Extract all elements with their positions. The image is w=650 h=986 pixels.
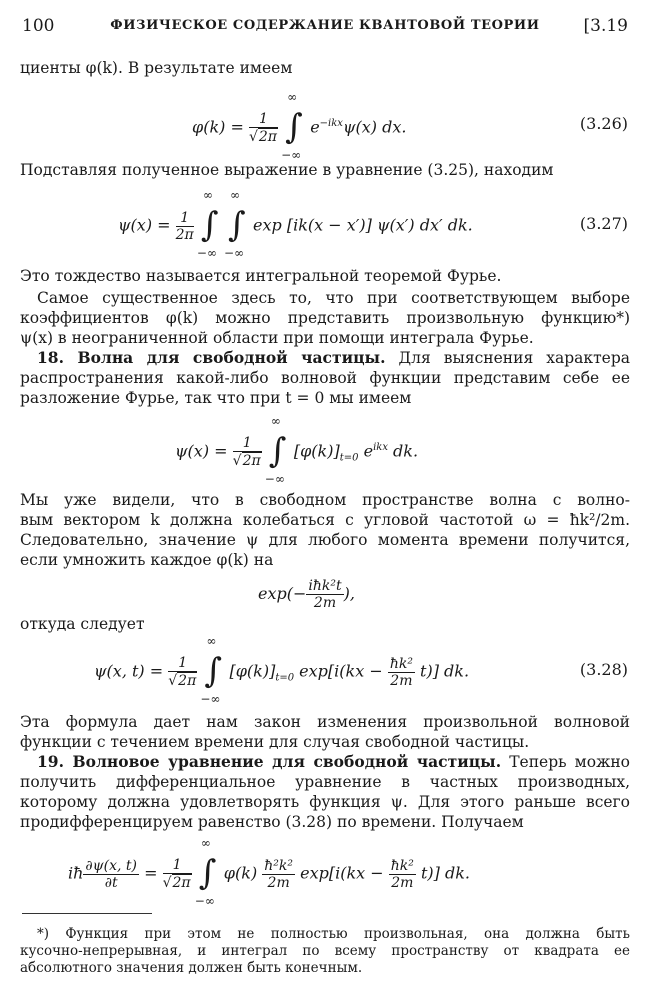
equation-3-26: φ(k) = $\frac{1}{√2\pi}$ ∞ ∫ −∞ $e^{-ikx}\psi(x)$ dx. (3.26) (192, 90, 628, 162)
section-marker: [3.19 (583, 16, 628, 36)
eq-lhs: φ(k) = (192, 117, 249, 137)
running-title: ФИЗИЧЕСКОЕ СОДЕРЖАНИЕ КВАНТОВОЙ ТЕОРИИ (110, 18, 540, 33)
eq-fraction: $\frac{\partial\psi(x, t)}{\partial t}$ (85, 857, 137, 891)
footnote-rule (22, 913, 152, 914)
text-line: продифференцируем равенство (3.28) по времени. Получаем (20, 813, 524, 831)
integral-sign: ∞ ∫ −∞ (200, 634, 223, 706)
equation-number: (3.27) (579, 214, 628, 233)
equation-number: (3.26) (579, 114, 628, 133)
running-header (22, 16, 628, 38)
integral-sign: ∞ ∫ −∞ (194, 836, 217, 908)
page-number: 100 (22, 16, 55, 36)
equation-3-27 (0, 188, 650, 260)
text-line: разложение Фурье, так что при t = 0 мы имеем (20, 389, 412, 407)
integral-sign: ∞ ∫ −∞ (264, 414, 287, 486)
text-line: ψ(x) в неограниченной области при помощи интеграла Фурье. (20, 329, 534, 347)
text-line: Эта формула дает нам закон изменения произвольной волновой (20, 713, 630, 731)
text-line: Подставляя полученное выражение в уравнение (3.25), находим (20, 161, 554, 179)
text-line: циенты φ(k). В результате имеем (20, 59, 293, 77)
eq-body: [φ(k)] (229, 661, 276, 681)
eq-fraction: $\frac{1}{√2\pi}$ (232, 435, 261, 469)
text-line: коэффициентов φ(k) можно представить произвольную функцию*) (20, 309, 630, 327)
eq-body: [φ(k)] (293, 441, 340, 461)
footnote-line: *) Функция при этом не полностью произвольная, она должна быть (37, 926, 630, 942)
text-line: вым вектором k должна колебаться с угловой частотой ω = ħk²/2m. (20, 511, 630, 529)
eq-fraction: $\frac{\text{iħk²t}}{2m}$ (308, 578, 342, 611)
footnote-line: кусочно-непрерывная, и интеграл по всему пространству от квадрата ее (20, 943, 630, 959)
section-18-title: 18. Волна для свободной частицы. (37, 348, 386, 367)
integral-sign: ∞ ∫ −∞ (223, 188, 246, 260)
eq-lhs: ψ(x) = (118, 215, 176, 235)
text-line: откуда следует (20, 615, 145, 633)
equation-fourier-t0: ψ(x) = $\frac{1}{√2\pi}$ ∞ ∫ −∞ $[\varphi(k)]_{t=0}$ $e^{ikx}$ dk. (175, 414, 419, 486)
text-line: функции с течением времени для случая свободной частицы. (20, 733, 530, 751)
equation-exp-factor: exp(− $\frac{\text{iħk²t}}{2m}$ ), (258, 578, 355, 611)
text-line: Это тождество называется интегральной теоремой Фурье. (20, 267, 502, 285)
integral-sign: ∞ ∫ −∞ (281, 90, 303, 162)
section-18-heading-line: 18. Волна для свободной частицы. Для выяснения характера (37, 348, 631, 367)
text-line: если умножить каждое φ(k) на (20, 551, 274, 569)
section-19-heading-line: 19. Волновое уравнение для свободной частицы. Теперь можно (37, 752, 630, 771)
eq-lhs: ψ(x) = (175, 441, 233, 461)
eq-body: exp [ik(x − x′)] ψ(x′) dx′ dk. (253, 215, 473, 235)
text-line: получить дифференциальное уравнение в частных производных, (20, 773, 630, 791)
eq-fraction: $\frac{1}{2\pi}$ (175, 209, 194, 243)
eq-body: e (310, 117, 320, 137)
text-line: Самое существенное здесь то, что при соответствующем выборе (37, 289, 630, 307)
text-line: распространения какой-либо волновой функции представим себе ее (20, 369, 630, 387)
eq-lhs: ψ(x, t) = (94, 661, 169, 681)
text-line: Мы уже видели, что в свободном пространстве волна с волно- (20, 491, 630, 509)
footnote-line: абсолютного значения должен быть конечным. (20, 960, 363, 976)
eq-fraction: $\frac{1}{√2\pi}$ (168, 655, 197, 689)
section-19-title: 19. Волновое уравнение для свободной частицы. (37, 752, 502, 771)
equation-3-28: ψ(x, t) = $\frac{1}{√2\pi}$ ∞ ∫ −∞ $[\varphi(k)]_{t=0}$ exp[i(kx − $\frac{\text{ħk²}}{2m}$ t)] dk. (3.28) (94, 634, 628, 706)
equation-time-derivative: iħ $\frac{\partial\psi(x, t)}{\partial t}$ = $\frac{1}{√2\pi}$ ∞ ∫ −∞ φ(k) $\frac{\text{ħ²k²}}{2m}$ exp[i(kx − $\frac{\text{ħk²}}{2m}$ t)] dk. (68, 836, 470, 908)
equation-number: (3.28) (579, 660, 628, 679)
integral-sign: ∞ ∫ −∞ (196, 188, 219, 260)
text-line: Следовательно, значение ψ для любого момента времени получится, (20, 531, 630, 549)
text-line: которому должна удовлетворять функция ψ. Для этого раньше всего (20, 793, 630, 811)
eq-fraction: $\frac{1}{√2\pi}$ (248, 111, 277, 145)
